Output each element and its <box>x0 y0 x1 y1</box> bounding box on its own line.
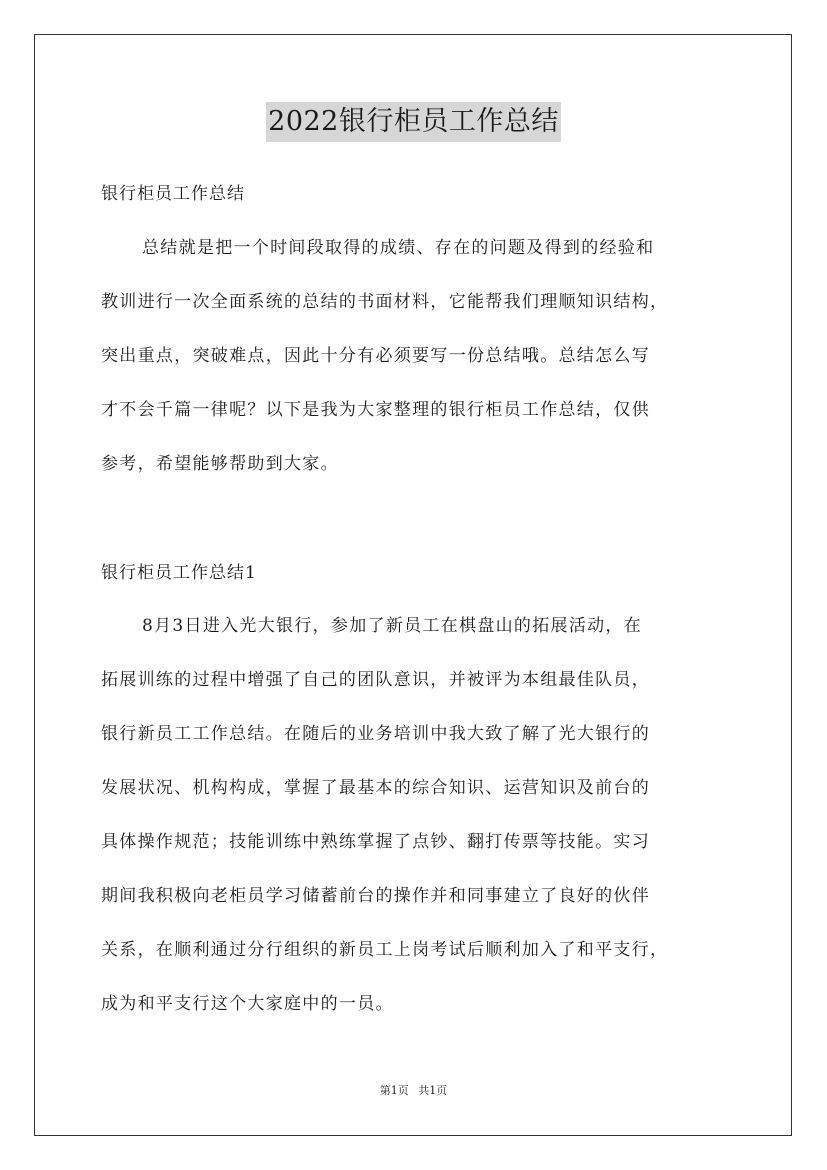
page-total: 共1页 <box>418 1084 448 1097</box>
section1-paragraph <box>101 599 731 1031</box>
page-number: 第1页 <box>379 1084 409 1097</box>
page-footer <box>0 1083 827 1099</box>
paragraph-line: 才不会千篇一律呢？以下是我为大家整理的银行柜员工作总结，仅供 <box>101 400 650 420</box>
paragraph-line: 成为和平支行这个大家庭中的一员。 <box>101 994 394 1014</box>
section-heading-1: 银行柜员工作总结1 <box>101 563 257 583</box>
paragraph-line: 关系，在顺利通过分行组织的新员工上岗考试后顺利加入了和平支行， <box>101 940 669 960</box>
intro-paragraph <box>101 221 731 491</box>
paragraph-line: 突出重点，突破难点，因此十分有必须要写一份总结哦。总结怎么写 <box>101 346 650 366</box>
section-heading-intro: 银行柜员工作总结 <box>101 184 245 204</box>
paragraph-line: 总结就是把一个时间段取得的成绩、存在的问题及得到的经验和 <box>142 238 655 258</box>
paragraph-line: 具体操作规范；技能训练中熟练掌握了点钞、翻打传票等技能。实习 <box>101 832 650 852</box>
paragraph-line: 拓展训练的过程中增强了自己的团队意识，并被评为本组最佳队员， <box>101 670 650 690</box>
paragraph-line: 教训进行一次全面系统的总结的书面材料，它能帮我们理顺知识结构， <box>101 292 669 312</box>
document-title-text: 2022银行柜员工作总结 <box>266 102 561 142</box>
paragraph-line: 期间我积极向老柜员学习储蓄前台的操作并和同事建立了良好的伙伴 <box>101 886 650 906</box>
paragraph-line: 银行新员工工作总结。在随后的业务培训中我大致了解了光大银行的 <box>101 724 650 744</box>
document-title <box>0 102 827 142</box>
paragraph-line: 发展状况、机构构成，掌握了最基本的综合知识、运营知识及前台的 <box>101 778 650 798</box>
paragraph-line: 参考，希望能够帮助到大家。 <box>101 454 339 474</box>
paragraph-line: 8月3日进入光大银行，参加了新员工在棋盘山的拓展活动，在 <box>142 616 643 636</box>
